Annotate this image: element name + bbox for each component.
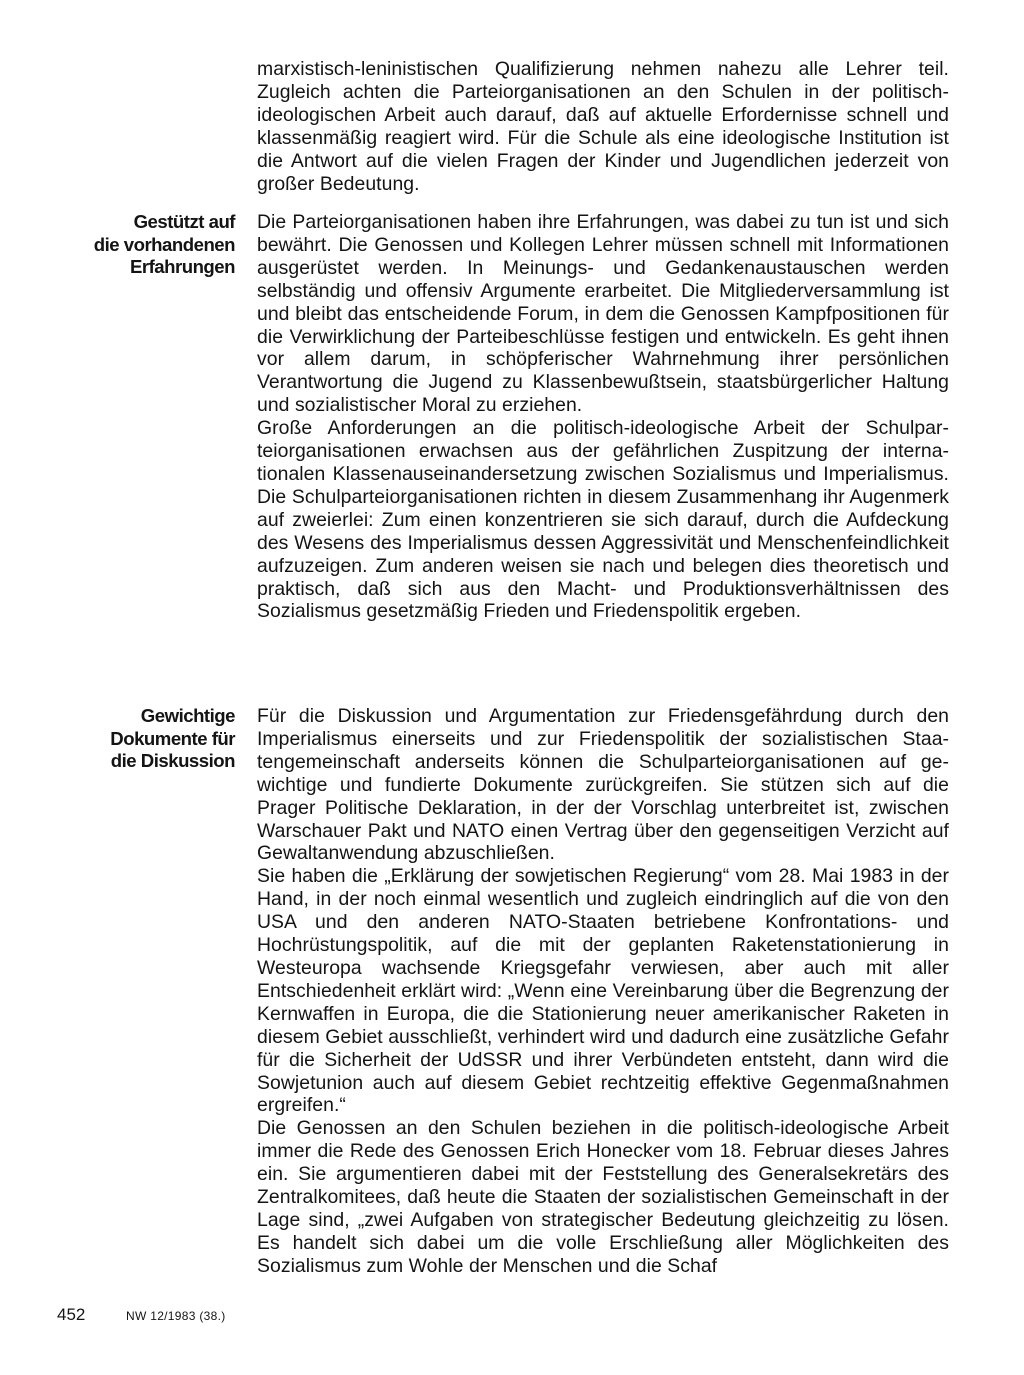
margin-heading-erfahrungen (60, 211, 235, 279)
margin-heading-line: Gestützt auf (133, 211, 235, 232)
body-paragraph: Sie haben die „Erklärung der sowjetischen Regierung“ vom 28. Mai 1983 in der Hand, in der noch einmal wesentlich und zugleich eindringlich auf die von den USA und den anderen NATO-Staaten betriebene Konfrontations- und Hochrüstungspolitik, auf die mit der geplanten Raketenstationierung in Westeuropa wachsende Kriegsgefahr verwiesen, aber auch mit aller Entschiedenheit erklärt wird: „Wenn eine Vereinbarung über die Begrenzung der Kernwaffen in Europa, die die Stationierung neuer amerikanischer Raketen in diesem Gebiet ausschließt, verhindert wird und dadurch eine zusätzliche Gefahr für die Sicherheit der UdSSR und ihrer Verbündeten entsteht, dann wird die Sowjetunion auch auf diesem Gebiet rechtzeitig effektive Gegenmaßnahmen ergreifen.“ (257, 865, 949, 1117)
body-paragraph: Die Genossen an den Schulen beziehen in die politisch-ideologische Arbeit immer die Rede des Genossen Erich Honecker vom 18. Februar dieses Jahres ein. Sie argumentieren dabei mit der Feststellung des Generalsekretärs des Zentralkomitees, daß heute die Staaten der sozialistischen Gemeinschaft in der Lage sind, „zwei Aufgaben von strategischer Bedeutung gleichzeitig zu lösen. Es handelt sich dabei um die volle Erschließung aller Möglichkeiten des Sozialismus zum Wohle der Menschen und die Schaf (257, 1117, 949, 1277)
body-paragraph: Große Anforderungen an die politisch-ideologische Arbeit der Schulparteiorganisationen erwachsen aus der gefährlichen Zuspitzung der internationalen Klassenauseinandersetzung zwischen Sozialismus und Imperialismus. Die Schulparteiorganisationen richten in diesem Zusammenhang ihr Augenmerk auf zweierlei: Zum einen konzentrieren sie sich darauf, durch die Aufdeckung des Wesens des Imperialismus dessen Aggressivität und Menschenfeindlichkeit aufzuzeigen. Zum anderen weisen sie nach und belegen dies theoretisch und praktisch, daß sich aus den Macht- und Produktionsverhältnissen des Sozialismus gesetzmäßig Frieden und Friedenspolitik ergeben. (257, 417, 949, 623)
margin-heading-line: die Diskussion (110, 750, 235, 771)
text-block-intro (257, 58, 949, 195)
margin-heading-dokumente (60, 705, 235, 773)
margin-heading-line: Erfahrungen (129, 256, 235, 277)
margin-heading-line: Dokumente für (110, 727, 235, 749)
body-paragraph: Die Parteiorganisationen haben ihre Erfahrungen, was dabei zu tun ist und sich bewährt. Die Genossen und Kollegen Lehrer müssen schnell mit Informationen ausgerüstet werden. In Meinungs- und Gedankenaustauschen werden selbständig und offensiv Argumente erarbeitet. Die Mitgliederversammlung ist und bleibt das entscheidende Forum, in dem die Genossen Kampfpositionen für die Verwirklichung der Parteibeschlüsse festigen und entwickeln. Es geht ihnen vor allem darum, in schöpferischer Wahrnehmung ihrer persönlichen Verantwortung die Jugend zu Klassenbewußtsein, staatsbürgerlicher Haltung und sozialistischer Moral zu erziehen. (257, 211, 949, 417)
margin-heading-line: die vorhandenen (93, 233, 235, 255)
text-block-erfahrungen (257, 211, 949, 623)
source-citation: NW 12/1983 (38.) (126, 1309, 226, 1323)
body-paragraph: marxistisch-leninistischen Qualifizierung nehmen nahezu alle Lehrer teil. Zugleich achten die Parteiorganisationen an den Schulen in der politisch-ideologischen Arbeit auch darauf, daß auf aktuelle Erfordernisse schnell und klassenmäßig reagiert wird. Für die Schule als eine ideologische Institution ist die Antwort auf die vielen Fragen der Kinder und Jugendlichen jederzeit von großer Bedeutung. (257, 58, 949, 195)
body-paragraph: Für die Diskussion und Argumentation zur Friedensgefährdung durch den Imperialismus einerseits und zur Friedenspolitik der sozialistischen Staatengemeinschaft anderseits können die Schulparteiorganisationen auf gewichtige und fundierte Dokumente zurückgreifen. Sie stützen sich auf die Prager Politische Deklaration, in der der Vorschlag unterbreitet ist, zwischen Warschauer Pakt und NATO einen Vertrag über den gegenseitigen Verzicht auf Gewaltanwendung abzuschließen. (257, 705, 949, 865)
text-block-dokumente (257, 705, 949, 1278)
page-number: 452 (57, 1305, 86, 1324)
margin-heading-line: Gewichtige (140, 705, 235, 726)
